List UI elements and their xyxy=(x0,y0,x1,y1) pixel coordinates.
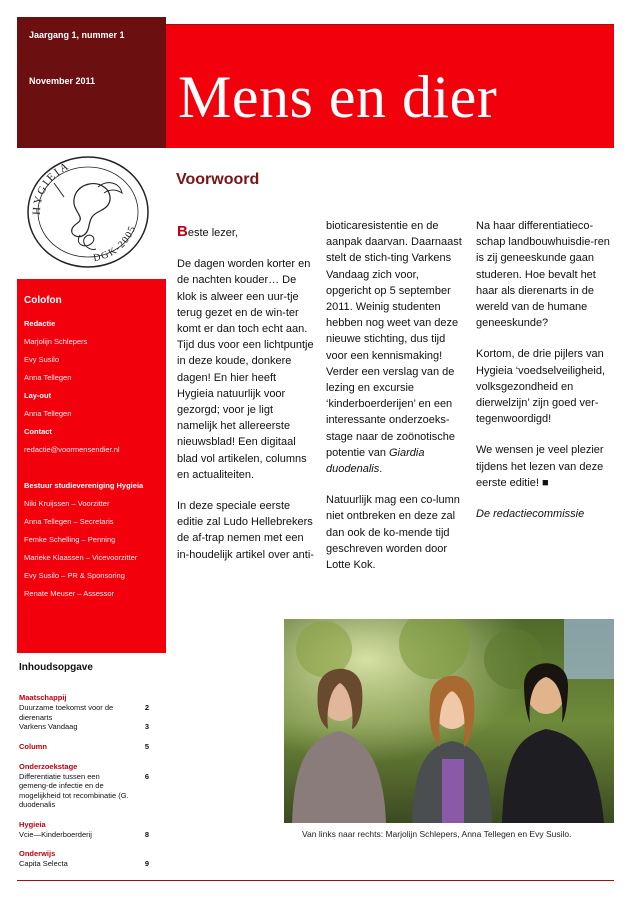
toc-page: 2 xyxy=(144,703,149,712)
photo-caption: Van links naar rechts: Marjolijn Schlepers, Anna Tellegen en Evy Susilo. xyxy=(302,829,572,839)
toc-section xyxy=(19,693,149,732)
article-heading: Voorwoord xyxy=(176,171,260,188)
paragraph: Kortom, de drie pijlers van Hygieia ‘voedselveiligheid, volksgezondheid en dierwelzijn’ zijn goed ver-tegenwoordigd! xyxy=(476,348,606,426)
bestuur-member: Marieke Klaassen – Vicevoorzitter xyxy=(24,553,138,562)
toc-entry[interactable]: Vcie—Kinderboerderij 8 xyxy=(19,829,149,839)
paragraph: Natuurlijk mag een co-lumn niet ontbreken en deze zal dan ook de ko-mende tijd geschreven worden door Lotte Kok. xyxy=(326,494,460,572)
seal-text-top: HYGIEIA xyxy=(30,159,73,216)
toc-title: Inhoudsopgave xyxy=(19,662,93,673)
toc-entry[interactable]: Differentiatie tussen een gemeng-de infectie en de mogelijkheid tot recombinatie (G. duodenalis 6 xyxy=(19,771,149,809)
bestuur-member: Femke Schelling – Penning xyxy=(24,535,116,544)
toc-section-name[interactable]: Onderwijs xyxy=(19,849,56,858)
toc-section xyxy=(19,762,149,810)
layout-label: Lay-out xyxy=(24,391,52,400)
toc-section-name[interactable]: Onderzoekstage xyxy=(19,761,78,771)
toc-page: 3 xyxy=(144,722,149,731)
paragraph: In deze speciale eerste editie zal Ludo Hellebrekers de af-trap nemen met een in-houdelijk artikel over anti- xyxy=(177,500,314,561)
article-column-1 xyxy=(177,224,315,578)
paragraph: We wensen je veel plezier tijdens het lezen van deze eerste editie! ■ xyxy=(476,444,604,489)
redactie-member: Marjolijn Schlepers xyxy=(24,337,88,346)
newsletter-title: Mens en dier xyxy=(178,64,498,130)
toc-page: 8 xyxy=(144,829,149,839)
redactie-label: Redactie xyxy=(24,319,56,328)
species-name: Giardia duodenalis xyxy=(326,446,425,476)
editors-photo xyxy=(284,619,614,823)
paragraph: De dagen worden korter en de nachten kouder… De klok is alweer een uur-tje terug gezet en de win-ter komt er dan toch echt aan. Tijd dus voor een lichtpuntje in deze koude, donkere dagen! En hier heeft Hygieia natuurlijk voor gezorgd; voor je ligt namelijk het allereerste nieuwsblad! Een digitaal blad vol artikelen, columns en actualiteiten. xyxy=(177,258,314,481)
toc-section xyxy=(19,742,149,752)
issue-date: November 2011 xyxy=(29,76,96,86)
svg-text:DGK-2005 xyxy=(92,224,138,264)
redactie-member: Anna Tellegen xyxy=(24,373,72,382)
bestuur-label: Bestuur studievereniging Hygieia xyxy=(24,481,144,490)
toc-section xyxy=(19,820,149,840)
bestuur-member: Anna Tellegen – Secretaris xyxy=(24,517,114,526)
toc-section-name[interactable]: Hygieia xyxy=(19,819,46,829)
toc-section xyxy=(19,849,149,869)
issue-info-block xyxy=(17,17,166,148)
contact-label: Contact xyxy=(24,427,52,436)
toc-entry[interactable]: Varkens Vandaag 3 xyxy=(19,722,149,731)
contact-email[interactable]: redactie@voormensendier.nl xyxy=(24,445,120,454)
toc-page: 5 xyxy=(144,741,149,751)
article-column-3 xyxy=(476,218,614,537)
toc-section-name: Column xyxy=(19,741,47,751)
bestuur-member: Evy Susilo – PR & Sponsoring xyxy=(24,571,125,580)
paragraph: bioticaresistentie en de aanpak daarvan. Daarnaast stelt de stich-ting Varkens Vandaag zich voor, opgericht op 5 september 2011. Weinig studenten hebben nog weet van deze nieuwe stichting, dus tijd voor een kennismaking! Verder een verslag van de lezing en excursie ‘kinderboerderijen’ en een interessante onderzoeks-stage naar de zoönotische potentie van Giardia duodenalis. xyxy=(326,220,462,476)
table-of-contents xyxy=(19,662,149,879)
salutation: Beste lezer, xyxy=(177,223,238,240)
hygieia-seal-logo xyxy=(24,153,152,271)
seal-text-bottom: DGK-2005 xyxy=(92,223,139,265)
bottom-rule xyxy=(17,880,614,881)
toc-entry[interactable] xyxy=(19,742,149,752)
toc-section-name[interactable]: Maatschappij xyxy=(19,693,67,702)
issue-number: Jaargang 1, nummer 1 xyxy=(29,30,125,40)
bestuur-member: Renate Meuser – Assessor xyxy=(24,589,115,598)
toc-page: 9 xyxy=(144,859,149,868)
paragraph: Na haar differentiatieco-schap landbouwhuisdie-ren is zij geneeskunde gaan studeren. Hoe bevalt het haar als dierenarts in de wereld van de humane geneeskunde? xyxy=(476,220,610,330)
drop-cap: B xyxy=(177,223,188,240)
redactie-member: Evy Susilo xyxy=(24,355,60,364)
colofon-heading: Colofon xyxy=(24,295,62,306)
signature: De redactiecommissie xyxy=(476,508,585,521)
layout-member: Anna Tellegen xyxy=(24,409,72,418)
toc-entry[interactable]: Capita Selecta 9 xyxy=(19,859,149,868)
colofon-panel xyxy=(17,279,166,653)
article-column-2 xyxy=(326,218,464,588)
masthead xyxy=(166,25,614,148)
bestuur-member: Niki Kruijssen – Voorzitter xyxy=(24,499,110,508)
toc-entry[interactable]: Duurzame toekomst voor de dierenarts 2 xyxy=(19,703,149,722)
toc-page: 6 xyxy=(144,771,149,781)
